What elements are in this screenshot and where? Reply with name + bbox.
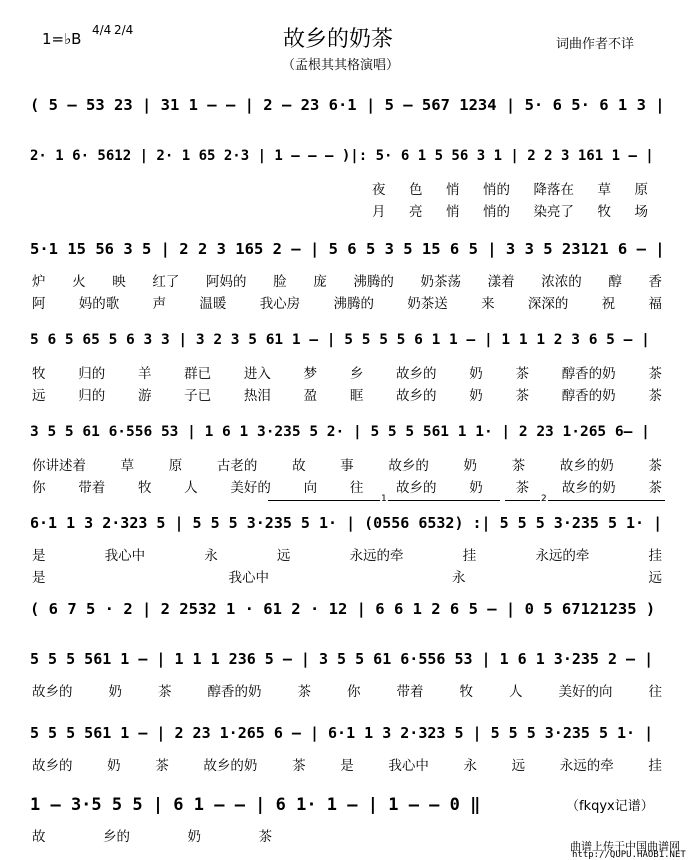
lyric-syllable: 火 (72, 274, 86, 290)
lyric-syllable: 奶 (107, 758, 121, 774)
lyric-syllable: 眶 (349, 388, 364, 404)
lyric-syllable: 羊 (137, 366, 152, 382)
lyric-syllable: 悄的 (483, 182, 510, 198)
credit: 词曲作者不详 (556, 37, 635, 52)
notation-row: 3 5 5 61 6·556 53 | 1 6 1 3·235 5 2· | 5 5 5 561 1 1· | 2 23 1·265 6– | (30, 424, 650, 440)
lyric-line (32, 270, 662, 290)
lyric-syllable: 远 (276, 548, 291, 564)
lyric-line (32, 680, 662, 700)
lyric-syllable: 永远的牵 (559, 758, 614, 774)
lyric-syllable: 原 (168, 458, 183, 474)
lyric-syllable: 醇香的奶 (561, 366, 616, 382)
lyric-syllable: 故乡的 (396, 388, 437, 404)
lyric-syllable: 永 (463, 758, 477, 774)
notation-row: ( 6 7 5 · 2 | 2 2532 1 · 61 2 · 12 | 6 6 1 2 6 5 – | 0 5 67121235 ) (30, 600, 656, 618)
lyric-syllable: 悄的 (483, 204, 510, 220)
lyric-line (32, 825, 272, 845)
lyric-syllable: 向 (303, 480, 318, 496)
lyric-syllable: 牧 (137, 480, 152, 496)
lyric-syllable: 往 (648, 684, 662, 700)
lyric-syllable: 祝 (601, 296, 616, 312)
lyric-line (372, 200, 648, 220)
lyric-syllable: 场 (634, 204, 648, 220)
lyric-syllable: 脸 (273, 274, 287, 290)
lyric-syllable: 奶茶送 (407, 296, 448, 312)
lyric-syllable: 故乡的奶 (559, 458, 614, 474)
lyric-syllable: 原 (634, 182, 648, 198)
lyric-syllable: 乡的 (103, 829, 130, 845)
transcriber: （fkqyx记谱） (566, 799, 654, 814)
lyric-syllable: 故 (292, 458, 306, 474)
lyric-syllable: 乡 (349, 366, 364, 382)
lyric-syllable: 永远的牵 (535, 548, 590, 564)
lyric-syllable: 奶 (469, 480, 483, 496)
lyric-syllable: 挂 (648, 758, 662, 774)
lyric-syllable: 进入 (243, 366, 271, 382)
lyric-syllable: 奶 (187, 829, 201, 845)
lyric-syllable: 往 (349, 480, 364, 496)
lyric-syllable: 阿妈的 (206, 274, 247, 290)
lyric-syllable: 故乡的奶 (203, 758, 258, 774)
lyric-syllable: 茶 (648, 480, 662, 496)
lyric-syllable: 降落在 (533, 182, 574, 198)
volta-number-2: 2 (541, 494, 547, 504)
lyric-syllable: 永 (204, 548, 218, 564)
lyric-line (372, 178, 648, 198)
lyric-syllable: 带着 (396, 684, 424, 700)
lyric-syllable: 漾着 (487, 274, 515, 290)
lyric-syllable: 奶茶荡 (420, 274, 461, 290)
lyric-syllable: 妈的歌 (78, 296, 120, 312)
lyric-syllable: 事 (340, 458, 354, 474)
lyric-syllable: 茶 (297, 684, 311, 700)
notation-row: 6·1 1 3 2·323 5 | 5 5 5 3·235 5 1· | (0556 6532) :| 5 5 5 3·235 5 1· | (30, 514, 663, 532)
lyric-syllable: 子已 (184, 388, 212, 404)
lyric-line (32, 566, 662, 586)
lyric-line (32, 384, 662, 404)
lyric-syllable: 茶 (158, 684, 172, 700)
lyric-syllable: 古老的 (216, 458, 258, 474)
lyric-line (32, 292, 662, 312)
lyric-syllable: 月 (372, 204, 386, 220)
lyric-syllable: 人 (184, 480, 198, 496)
lyric-syllable: 茶 (515, 366, 529, 382)
lyric-syllable: 我心中 (388, 758, 429, 774)
lyric-syllable: 热泪 (243, 388, 271, 404)
lyric-syllable: 香 (648, 274, 662, 290)
lyric-syllable: 你 (347, 684, 361, 700)
lyric-syllable: 故乡的 (32, 684, 73, 700)
lyric-syllable: 归的 (78, 388, 106, 404)
key-signature: 1=♭B (42, 30, 82, 48)
lyric-line (32, 754, 662, 774)
lyric-syllable: 茶 (258, 829, 272, 845)
lyric-syllable: 故乡的 (388, 458, 429, 474)
lyric-syllable: 梦 (303, 366, 318, 382)
lyric-syllable: 茶 (292, 758, 306, 774)
lyric-syllable: 是 (340, 758, 354, 774)
lyric-syllable: 色 (409, 182, 423, 198)
notation-row: ( 5 – 53 23 | 31 1 – – | 2 – 23 6·1 | 5 – 567 1234 | 5· 6 5· 6 1 3 | (30, 96, 665, 114)
lyric-syllable: 游 (137, 388, 152, 404)
lyric-syllable: 悄 (446, 182, 460, 198)
lyric-syllable: 奶 (469, 388, 483, 404)
lyric-syllable: 挂 (648, 548, 662, 564)
lyric-syllable: 远 (511, 758, 526, 774)
volta-number-1: 1 (381, 494, 387, 504)
lyric-syllable: 永远的牵 (349, 548, 404, 564)
lyric-syllable: 悄 (446, 204, 460, 220)
notation-row: 5·1 15 56 3 5 | 2 2 3 165 2 – | 5 6 5 3 5 15 6 5 | 3 3 5 23121 6 – | (30, 240, 665, 258)
lyric-syllable: 我心中 (228, 570, 269, 586)
lyric-syllable: 带着 (78, 480, 106, 496)
lyric-syllable: 温暖 (199, 296, 227, 312)
lyric-syllable: 群已 (184, 366, 212, 382)
lyric-syllable: 故 (32, 829, 46, 845)
lyric-syllable: 醇香的奶 (207, 684, 262, 700)
lyric-syllable: 归的 (78, 366, 106, 382)
notation-row: 5 6 5 65 5 6 3 3 | 3 2 3 5 61 1 – | 5 5 5 5 6 1 1 – | 1 1 1 2 3 6 5 – | (30, 332, 650, 348)
lyric-syllable: 远 (648, 570, 662, 586)
lyric-syllable: 草 (120, 458, 135, 474)
lyric-syllable: 故乡的 (32, 758, 73, 774)
lyric-line (32, 454, 662, 474)
lyric-syllable: 我心中 (104, 548, 146, 564)
lyric-syllable: 映 (112, 274, 126, 290)
lyric-syllable: 沸腾的 (333, 296, 374, 312)
lyric-syllable: 茶 (515, 388, 529, 404)
lyric-syllable: 牧 (597, 204, 611, 220)
lyric-syllable: 是 (32, 548, 46, 564)
lyric-syllable: 夜 (372, 182, 386, 198)
site-line-2: http://QUPU.HAOB1.NET (572, 850, 686, 860)
lyric-syllable: 盈 (303, 388, 318, 404)
lyric-syllable: 茶 (648, 388, 662, 404)
lyric-syllable: 醇 (608, 274, 622, 290)
lyric-syllable: 牧 (459, 684, 473, 700)
lyric-syllable: 挂 (462, 548, 477, 564)
lyric-line (32, 544, 662, 564)
lyric-syllable: 你讲述着 (32, 458, 86, 474)
lyric-syllable: 美好的向 (558, 684, 613, 700)
lyric-syllable: 炉 (32, 274, 46, 290)
lyric-syllable: 故乡的 (396, 366, 437, 382)
lyric-line (32, 362, 662, 382)
lyric-syllable: 醇香的奶 (561, 388, 616, 404)
time-signature-1: 4/4 (92, 23, 112, 37)
song-title: 故乡的奶茶 (283, 27, 394, 52)
lyric-syllable: 永 (452, 570, 466, 586)
notation-row: 5 5 5 561 1 – | 1 1 1 236 5 – | 3 5 5 61 6·556 53 | 1 6 1 3·235 2 – | (30, 650, 654, 668)
lyric-syllable: 亮 (409, 204, 423, 220)
lyric-syllable: 故乡的奶 (561, 480, 616, 496)
notation-row: 1 – 3·5 5 5 | 6 1 – – | 6 1· 1 – | 1 – – 0 ‖ (30, 795, 481, 815)
lyric-syllable: 草 (597, 182, 611, 198)
notation-row: 2· 1 6· 5612 | 2· 1 65 2·3 | 1 – – – )|: 5· 6 1 5 56 3 1 | 2 2 3 161 1 – | (30, 148, 654, 164)
lyric-syllable: 茶 (511, 458, 526, 474)
lyric-syllable: 茶 (155, 758, 169, 774)
lyric-syllable: 深深的 (527, 296, 569, 312)
lyric-syllable: 庞 (313, 274, 327, 290)
lyric-syllable: 沸腾的 (353, 274, 394, 290)
lyric-syllable: 茶 (648, 366, 662, 382)
lyric-syllable: 远 (32, 388, 46, 404)
lyric-syllable: 浓浓的 (541, 274, 582, 290)
lyric-syllable: 美好的 (230, 480, 271, 496)
site-line-1: 曲谱上传于中国曲谱网 (570, 840, 680, 853)
lyric-syllable: 牧 (32, 366, 46, 382)
lyric-syllable: 红了 (152, 274, 180, 290)
volta-bracket-2 (505, 500, 665, 501)
lyric-syllable: 奶 (108, 684, 122, 700)
lyric-syllable: 声 (152, 296, 167, 312)
lyric-syllable: 人 (509, 684, 523, 700)
lyric-syllable: 来 (481, 296, 495, 312)
lyric-syllable: 奶 (469, 366, 483, 382)
lyric-line (32, 476, 662, 496)
lyric-syllable: 奶 (463, 458, 477, 474)
lyric-syllable: 茶 (515, 480, 529, 496)
lyric-syllable: 阿 (32, 296, 46, 312)
lyric-syllable: 我心房 (259, 296, 301, 312)
lyric-syllable: 故乡的 (396, 480, 437, 496)
lyric-syllable: 茶 (648, 458, 662, 474)
song-subtitle: （孟根其其格演唱） (282, 58, 400, 73)
notation-row: 5 5 5 561 1 – | 2 23 1·265 6 – | 6·1 1 3 2·323 5 | 5 5 5 3·235 5 1· | (30, 724, 654, 742)
time-signature-2: 2/4 (114, 23, 134, 37)
lyric-syllable: 是 (32, 570, 46, 586)
lyric-syllable: 你 (32, 480, 46, 496)
lyric-syllable: 染亮了 (533, 204, 574, 220)
lyric-syllable: 福 (648, 296, 662, 312)
